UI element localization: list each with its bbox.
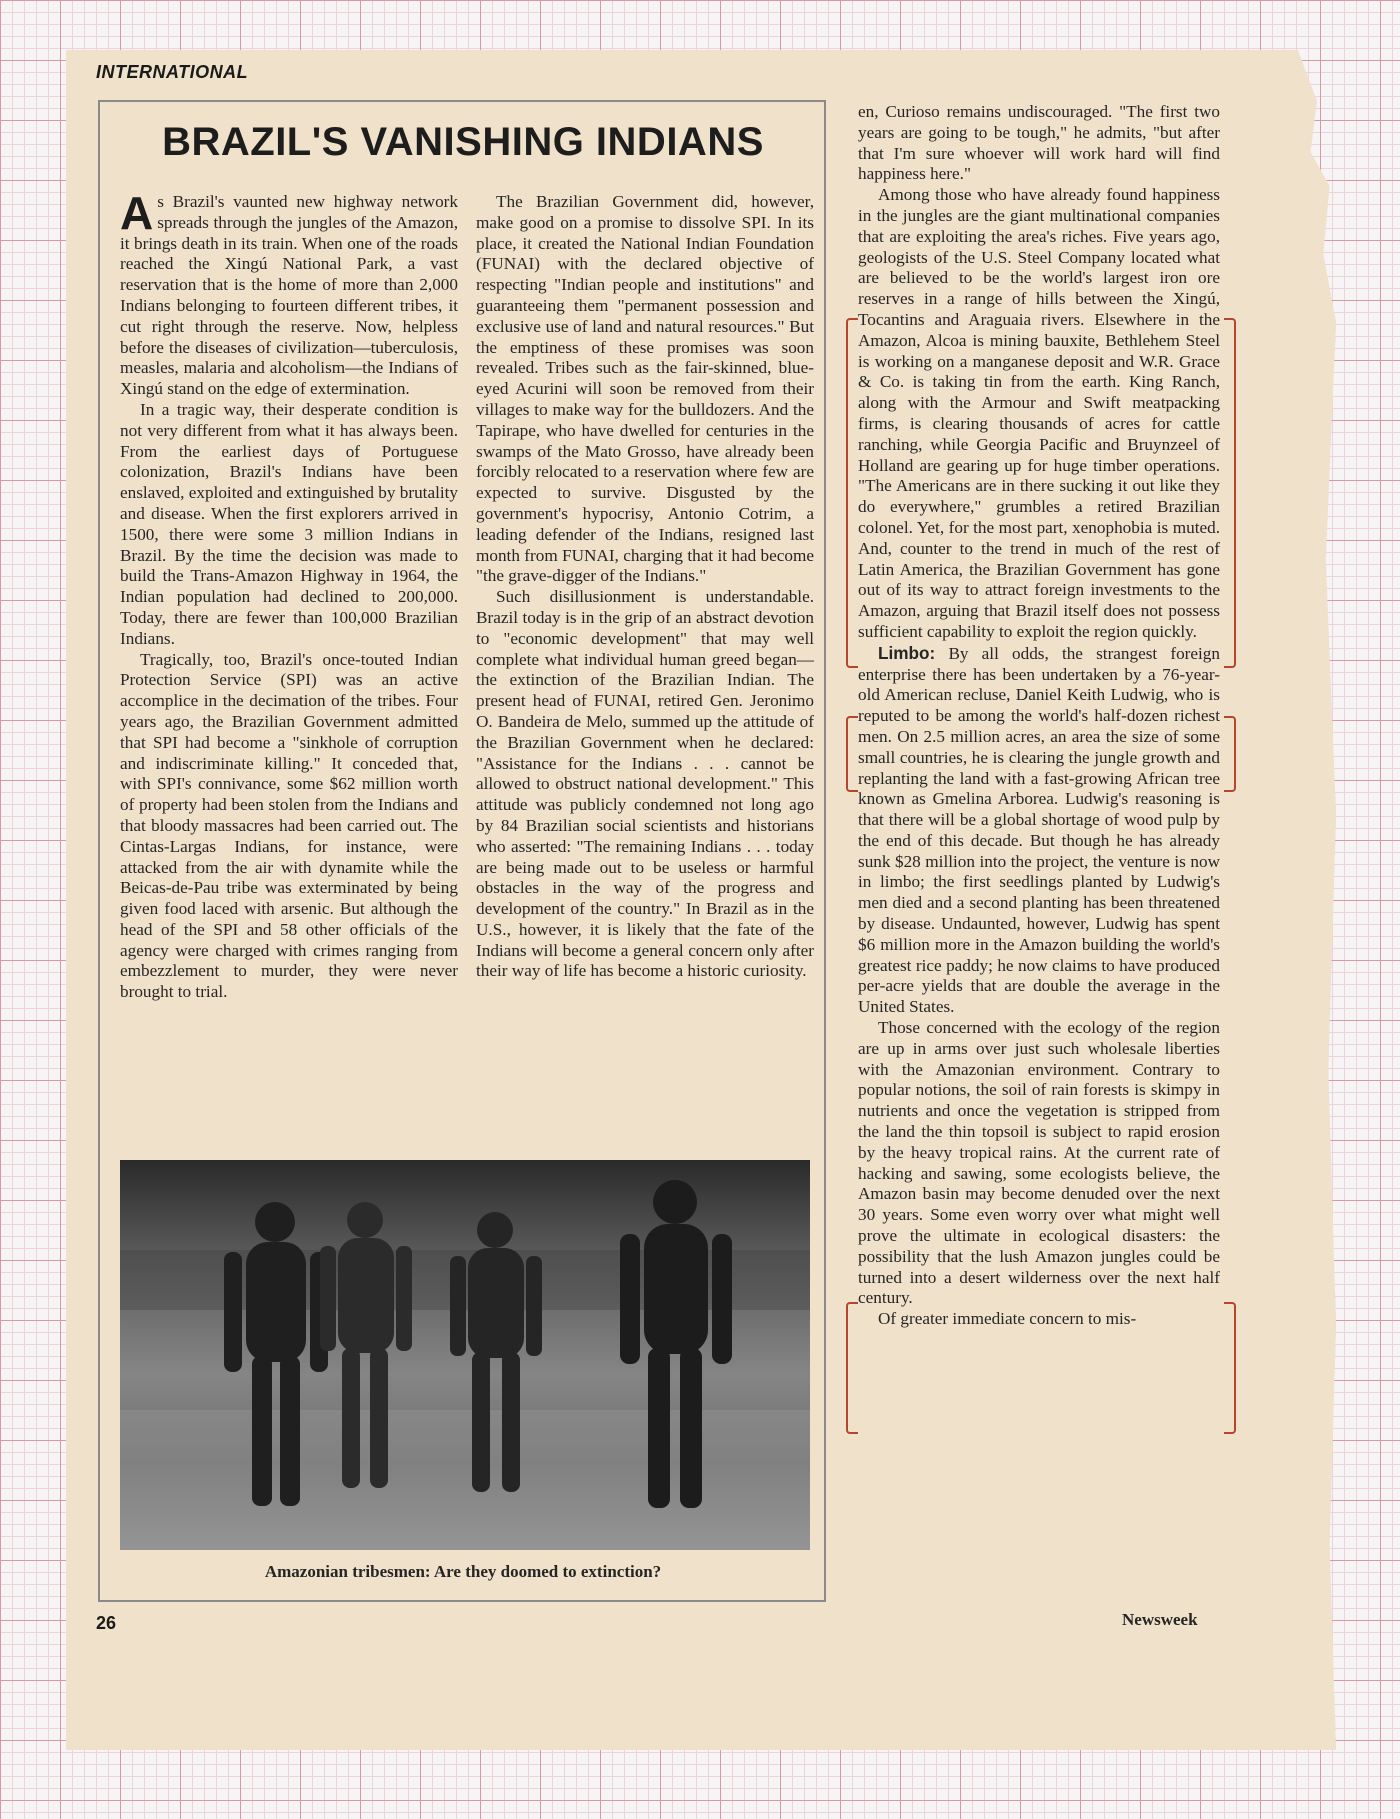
column-3 bbox=[858, 102, 1220, 1330]
tribesmen-photo bbox=[120, 1160, 810, 1550]
paragraph: Those concerned with the ecology of the region are up in arms over just such wholesale liberties with the Amazonian environment. Contrary to popular notions, the soil of rain forests is skimpy in nutrients and once the vegetation is stripped from the land the thin topsoil is subject to rapid erosion by the heavy tropical rains. At the current rate of hacking and sawing, some ecologists believe, the Amazon basin may become denuded over the next 30 years. Some even worry over what might well prove the ultimate in ecological disasters: the possibility that the lush Amazon jungles could be turned into a desert wilderness over the next half century. bbox=[858, 1018, 1220, 1308]
paragraph: The Brazilian Government did, however, make good on a promise to dissolve SPI. In its place, it created the National Indian Foundation (FUNAI) with the declared objective of respecting "Indian people and institutions" and guaranteeing them "permanent possession and exclusive use of land and natural resources." But the emptiness of these promises was soon revealed. Tribes such as the fair-skinned, blue-eyed Acurini will soon be removed from their villages to make way for the bulldozers. And the Tapirape, who have dwelled for centuries in the swamps of the Mato Grosso, have already been forcibly relocated to a reservation where few are expected to survive. Disgusted by the government's hypocrisy, Antonio Cotrim, a leading defender of the Indians, resigned last month from FUNAI, charging that it had become "the grave-digger of the Indians." bbox=[476, 192, 814, 586]
magazine-name: Newsweek bbox=[1122, 1610, 1198, 1629]
paragraph-text: s Brazil's vaunted new highway network spreads through the jungles of the Amazon, it brings death in its train. When one of the roads reached the Xingú National Park, a vast reservation that is the home of more than 2,000 Indians belonging to fourteen different tribes, it cut right through the reserve. Now, helpless before the diseases of civilization—tuberculosis, measles, malaria and alcoholism—the Indians of Xingú stand on the edge of extermination. bbox=[120, 192, 458, 399]
photo-caption: Amazonian tribesmen: Are they doomed to extinction? bbox=[264, 1562, 662, 1581]
paragraph: Among those who have already found happiness in the jungles are the giant multinational companies that are exploiting the area's riches. Five years ago, geologists of the U.S. Steel Company located what are believed to be the world's largest iron ore reserves in a range of hills between the Xingú, Tocantins and Araguaia rivers. Elsewhere in the Amazon, Alcoa is mining bauxite, Bethlehem Steel is working on a manganese deposit and W.R. Grace & Co. is taking tin from the earth. King Ranch, along with the Armour and Swift meatpacking firms, is clearing thousands of acres for cattle ranching, while Georgia Pacific and Bruynzeel of Holland are gearing up for huge timber operations. "The Americans are in there sucking it out like they do everywhere," grumbles a retired Brazilian colonel. Yet, for the most part, xenophobia is muted. And, counter to the trend in much of the rest of Latin America, the Brazilian Government has gone out of its way to attract foreign investments to the Amazon, arguing that Brazil itself does not possess sufficient capability to exploit the region quickly. bbox=[858, 185, 1220, 641]
page-number: 26 bbox=[96, 1613, 117, 1633]
paragraph: Of greater immediate concern to mis- bbox=[878, 1309, 1137, 1329]
column-2 bbox=[476, 192, 814, 982]
run-in-head: Limbo: bbox=[878, 642, 936, 663]
margin-bracket-right bbox=[1224, 1302, 1236, 1434]
margin-bracket-right bbox=[1224, 716, 1236, 792]
paragraph: en, Curioso remains undiscouraged. "The first two years are going to be tough," he admits, "but after that I'm sure whoever will work hard will find happiness here." bbox=[858, 102, 1220, 184]
paragraph bbox=[858, 643, 1220, 1018]
headline: BRAZIL'S VANISHING INDIANS bbox=[162, 120, 764, 164]
tribesmen-figures bbox=[120, 1160, 810, 1550]
margin-bracket-left bbox=[846, 318, 858, 668]
section-label: INTERNATIONAL bbox=[96, 62, 249, 82]
margin-bracket-left bbox=[846, 1302, 858, 1434]
margin-bracket-right bbox=[1224, 318, 1236, 668]
drop-cap: A bbox=[120, 187, 154, 239]
margin-bracket-left bbox=[846, 716, 858, 792]
paragraph: In a tragic way, their desperate condition is not very different from what it has always been. From the earliest days of Portuguese colonization, Brazil's Indians have been enslaved, exploited and extinguished by brutality and disease. When the first explorers arrived in 1500, there were some 3 million Indians in Brazil. By the time the decision was made to build the Trans-Amazon Highway in 1964, the Indian population had declined to 200,000. Today, there are fewer than 100,000 Brazilian Indians. bbox=[120, 399, 458, 648]
paragraph-text: By all odds, the strangest foreign enterprise there has been undertaken by a 76-year-old American recluse, Daniel Keith Ludwig, who is reputed to be among the world's half-dozen richest men. On 2.5 million acres, an area the size of some small countries, he is clearing the jungle growth and replanting the land with a fast-growing African tree known as Gmelina Arborea. Ludwig's reasoning is that there will be a global shortage of wood pulp by the end of this decade. But though he has already sunk $28 million into the project, the venture is now in limbo; the first seedlings planted by Ludwig's men died and a second planting has been threatened by disease. Undaunted, however, Ludwig has spent $6 million more in the Amazon building the world's greatest rice paddy; he now claims to have produced per-acre yields that are double the average in the United States. bbox=[858, 643, 1220, 1017]
paragraph bbox=[120, 187, 458, 400]
paragraph: Such disillusionment is understandable. Brazil today is in the grip of an abstract devotion to "economic development" that may well complete what individual human greed began—the extinction of the Brazilian Indian. The present head of FUNAI, retired Gen. Jeronimo O. Bandeira de Melo, summed up the attitude of the Brazilian Government when he declared: "Assistance for the Indians . . . cannot be allowed to obstruct national development." This attitude was publicly condemned not long ago by 84 Brazilian social scientists and historians who asserted: "The remaining Indians . . . today are being made out to be useless or harmful obstacles in the way of the progress and development of the country." In Brazil as in the U.S., however, it is likely that the fate of the Indians will become a general concern only after their way of life has become a historic curiosity. bbox=[476, 587, 814, 981]
column-1 bbox=[120, 187, 458, 1003]
paragraph: Tragically, too, Brazil's once-touted Indian Protection Service (SPI) was an active accomplice in the decimation of the tribes. Four years ago, the Brazilian Government admitted that SPI had become a "sinkhole of corruption and indiscriminate killing." It conceded that, with SPI's connivance, some $62 million worth of property had been stolen from the Indians and that bloody massacres had been carried out. The Cintas-Largas Indians, for instance, were attacked from the air with dynamite while the Beicas-de-Pau tribe was exterminated by being given food laced with arsenic. But although the head of the SPI and 58 other officials of the agency were charged with crimes ranging from embezzlement to murder, they were never brought to trial. bbox=[120, 649, 458, 1002]
